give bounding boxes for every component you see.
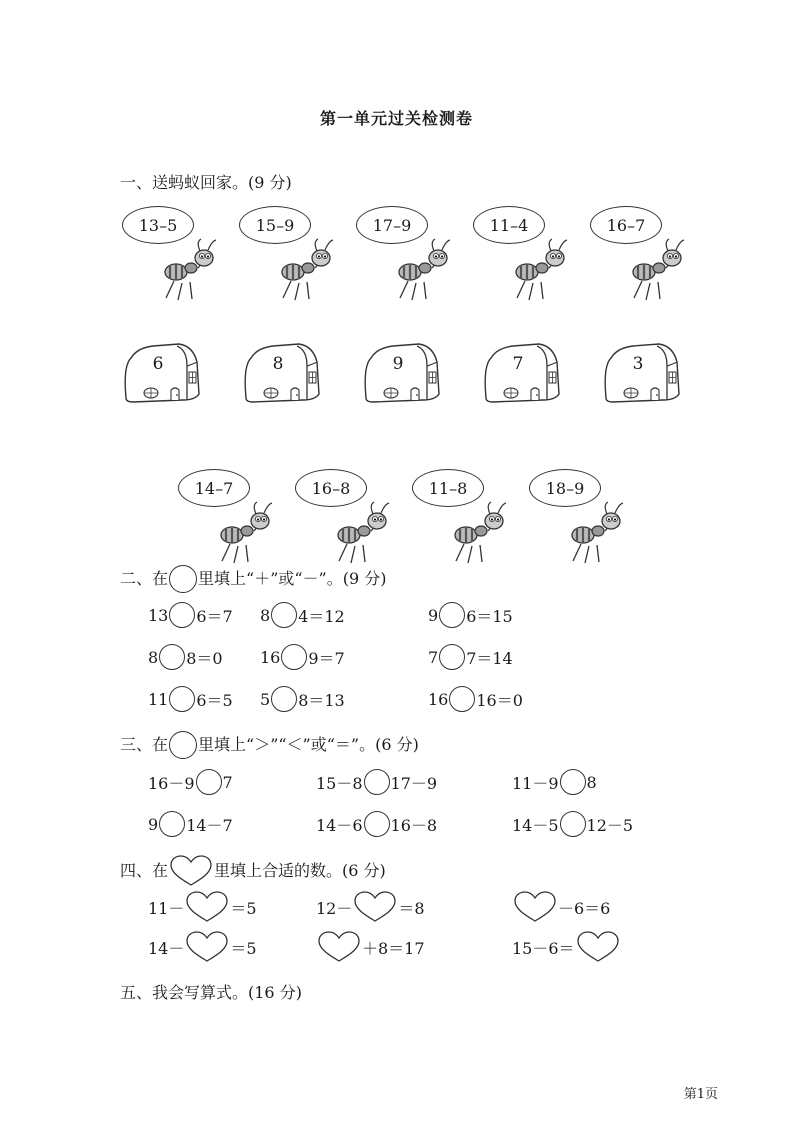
problem-left: 14－5 (512, 815, 559, 835)
problem-right: ＋8＝17 (362, 938, 425, 958)
problem-left: 16 (260, 647, 281, 667)
problem-right: 9＝7 (308, 648, 345, 668)
problem-left: 11－ (148, 898, 185, 918)
house-4[interactable] (601, 336, 681, 406)
circle-blank[interactable] (439, 602, 465, 628)
problem-left: 14－ (148, 938, 185, 958)
problem-right: 4＝12 (298, 606, 345, 626)
problem-right: 17－9 (390, 773, 438, 793)
circle-problem (316, 811, 437, 837)
problem-left: 8 (148, 647, 159, 667)
problem-right: 6＝7 (196, 606, 233, 626)
ant-row1-3[interactable] (473, 206, 573, 306)
heart-blank[interactable] (185, 891, 229, 923)
circle-blank[interactable] (169, 602, 195, 628)
ant-row2-1[interactable] (295, 469, 395, 569)
house-number: 7 (512, 354, 524, 374)
problem-left: 15－6＝ (512, 938, 575, 958)
page-title: 第一单元过关检测卷 (319, 109, 473, 128)
circle-problem (260, 686, 345, 712)
ant-row2-0[interactable] (178, 469, 278, 569)
circle-problem (428, 602, 513, 628)
heart-problem (316, 891, 425, 923)
problem-left: 11－9 (512, 773, 559, 793)
heart-blank[interactable] (185, 931, 229, 963)
ant-bubble: 15–9 (239, 206, 311, 244)
circle-blank[interactable] (364, 769, 390, 795)
problem-right: 8 (586, 772, 597, 792)
problem-left: 9 (148, 814, 159, 834)
problem-left: 15－8 (316, 773, 363, 793)
section-1-heading: 一、送蚂蚁回家。(9 分) (120, 173, 292, 192)
problem-left: 11 (148, 689, 169, 709)
heart-problem (512, 931, 621, 963)
circle-icon (169, 731, 197, 759)
heart-blank[interactable] (513, 891, 557, 923)
heart-problem (316, 931, 425, 963)
problem-right: 6＝5 (196, 690, 233, 710)
ant-row1-2[interactable] (356, 206, 456, 306)
circle-blank[interactable] (159, 644, 185, 670)
ant-bubble: 16–8 (295, 469, 367, 507)
problem-left: 8 (260, 605, 271, 625)
circle-blank[interactable] (281, 644, 307, 670)
heart-icon (169, 855, 213, 887)
page-number: 第1页 (683, 1087, 718, 1102)
heart-problem (148, 891, 257, 923)
heart-problem (512, 891, 610, 923)
problem-right: 8＝0 (186, 648, 223, 668)
circle-problem (428, 686, 523, 712)
house-1[interactable] (241, 336, 321, 406)
problem-right: ＝5 (230, 898, 257, 918)
ant-bubble: 18–9 (529, 469, 601, 507)
ant-row1-4[interactable] (590, 206, 690, 306)
circle-problem (512, 769, 597, 795)
circle-problem (148, 811, 233, 837)
heart-blank[interactable] (576, 931, 620, 963)
problem-right: 7＝14 (466, 648, 513, 668)
circle-problem (512, 811, 633, 837)
section-4-pre: 四、在 (120, 861, 169, 880)
ant-bubble: 11–4 (473, 206, 545, 244)
problem-left: 5 (260, 689, 271, 709)
circle-problem (148, 769, 233, 795)
circle-blank[interactable] (271, 686, 297, 712)
problem-right: －6＝6 (558, 898, 611, 918)
ant-row1-1[interactable] (239, 206, 339, 306)
circle-blank[interactable] (439, 644, 465, 670)
problem-right: 16＝0 (476, 690, 523, 710)
circle-blank[interactable] (560, 769, 586, 795)
problem-left: 12－ (316, 898, 353, 918)
section-3-heading (120, 731, 419, 759)
circle-icon (169, 565, 197, 593)
house-2[interactable] (361, 336, 441, 406)
circle-problem (148, 644, 223, 670)
circle-problem (148, 602, 233, 628)
ant-bubble: 13–5 (122, 206, 194, 244)
circle-blank[interactable] (271, 602, 297, 628)
circle-blank[interactable] (159, 811, 185, 837)
circle-blank[interactable] (169, 686, 195, 712)
problem-right: 8＝13 (298, 690, 345, 710)
ant-row2-2[interactable] (412, 469, 512, 569)
circle-problem (260, 602, 345, 628)
house-number: 3 (632, 354, 644, 374)
circle-problem (428, 644, 513, 670)
ant-bubble: 17–9 (356, 206, 428, 244)
circle-blank[interactable] (364, 811, 390, 837)
problem-left: 13 (148, 605, 169, 625)
heart-blank[interactable] (317, 931, 361, 963)
house-number: 9 (392, 354, 404, 374)
problem-left: 16－9 (148, 773, 195, 793)
circle-problem (148, 686, 233, 712)
circle-problem (316, 769, 437, 795)
problem-right: 6＝15 (466, 606, 513, 626)
section-4-heading (120, 855, 386, 887)
problem-left: 9 (428, 605, 439, 625)
problem-right: 7 (222, 772, 233, 792)
house-0[interactable] (121, 336, 201, 406)
section-2-heading (120, 565, 387, 593)
house-number: 6 (152, 354, 164, 374)
circle-problem (260, 644, 345, 670)
section-3-post: 里填上“＞”“＜”或“＝”。(6 分) (198, 735, 419, 754)
section-2-post: 里填上“＋”或“－”。(9 分) (198, 569, 387, 588)
problem-left: 7 (428, 647, 439, 667)
problem-left: 16 (428, 689, 449, 709)
problem-right: 12－5 (586, 815, 634, 835)
ant-bubble: 14–7 (178, 469, 250, 507)
problem-left: 14－6 (316, 815, 363, 835)
problem-right: ＝5 (230, 938, 257, 958)
heart-problem (148, 931, 257, 963)
section-4-post: 里填上合适的数。(6 分) (214, 861, 386, 880)
circle-blank[interactable] (560, 811, 586, 837)
problem-right: 14－7 (186, 815, 233, 835)
ant-bubble: 11–8 (412, 469, 484, 507)
circle-blank[interactable] (196, 769, 222, 795)
section-3-pre: 三、在 (120, 735, 169, 754)
house-number: 8 (272, 354, 284, 374)
section-2-pre: 二、在 (120, 569, 169, 588)
problem-right: ＝8 (398, 898, 425, 918)
ant-bubble: 16–7 (590, 206, 662, 244)
ant-row2-3[interactable] (529, 469, 629, 569)
ant-row1-0[interactable] (122, 206, 222, 306)
house-3[interactable] (481, 336, 561, 406)
section-5-heading: 五、我会写算式。(16 分) (120, 983, 302, 1002)
problem-right: 16－8 (390, 815, 438, 835)
circle-blank[interactable] (449, 686, 475, 712)
heart-blank[interactable] (353, 891, 397, 923)
